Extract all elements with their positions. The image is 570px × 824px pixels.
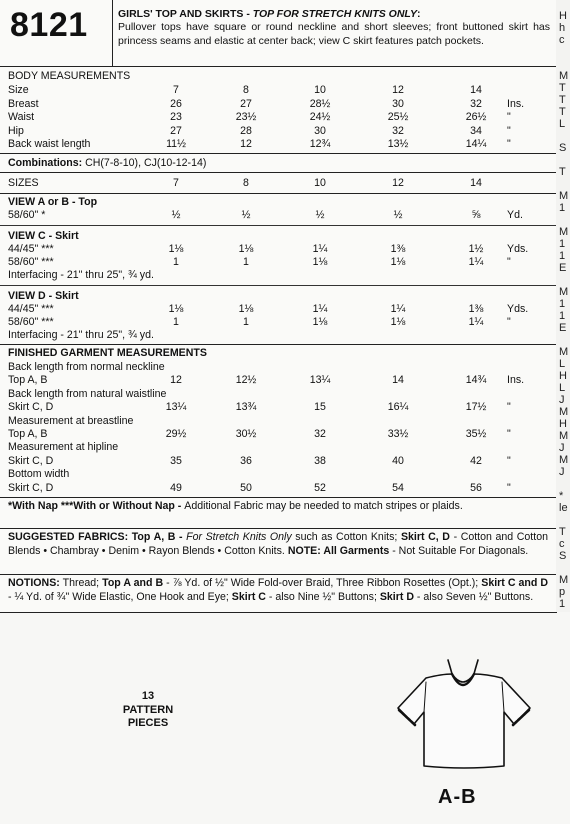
heading-label: BODY MEASUREMENTS [8, 70, 131, 82]
cell-value: 13¼ [165, 401, 187, 414]
adjacent-panel-strip [556, 0, 570, 612]
strip-glyph: H [559, 418, 567, 430]
notions-text: - also Seven ½" Buttons. [413, 590, 534, 603]
cell-value: 32 [470, 97, 482, 110]
title-text: GIRLS' TOP AND SKIRTS - [118, 8, 253, 20]
measurement-row [0, 125, 556, 138]
unit-label: " [507, 316, 511, 328]
cell-value: 25½ [387, 111, 409, 124]
strip-glyph: 1 [559, 298, 566, 310]
cell-value: 29½ [165, 428, 187, 440]
combinations-text: CH(7-8-10), CJ(10-12-14) [82, 157, 207, 169]
cell-value: 12¾ [309, 138, 331, 151]
row-label: Interfacing - 21" thru 25", ¾ yd. [8, 269, 154, 281]
cell-value: 1⅛ [390, 256, 406, 268]
cell-value: 16¼ [387, 401, 409, 414]
cell-value: ⅝ [471, 209, 481, 221]
strip-glyph: M [559, 70, 569, 82]
yardage-row [0, 303, 556, 316]
finished-row [0, 374, 556, 387]
cell-value: 13¼ [309, 374, 331, 387]
cell-value: ½ [241, 209, 251, 221]
cell-value: 13½ [387, 138, 409, 151]
view-heading [0, 230, 556, 243]
strip-glyph: M [559, 406, 569, 418]
measurement-row [0, 138, 556, 151]
cell-value: 1⅜ [390, 243, 406, 255]
view-heading [0, 196, 556, 209]
cell-value: 1⅜ [468, 303, 484, 315]
strip-glyph: E [559, 262, 567, 274]
cell-value: 56 [470, 481, 482, 494]
strip-glyph: J [559, 466, 565, 478]
combinations-row [0, 157, 556, 170]
strip-glyph: T [559, 526, 566, 538]
unit-label: Yds. [507, 243, 529, 255]
body-measurements-heading [0, 70, 556, 83]
cell-value: 1⅛ [312, 316, 328, 328]
cell-value: 14¾ [465, 374, 487, 387]
cell-value: 23 [170, 111, 182, 124]
row-label: Back waist length [8, 138, 91, 151]
strip-glyph: p [559, 586, 566, 598]
strip-glyph: M [559, 454, 569, 466]
combinations-label: Combinations: [8, 157, 83, 169]
strip-glyph: 1 [559, 598, 566, 610]
finished-row [0, 468, 556, 481]
cell-value: 30 [392, 97, 404, 110]
cell-value: ½ [315, 209, 325, 221]
notions-bold: Top A and B [102, 577, 164, 589]
sketch-label: A-B [438, 786, 477, 808]
notions-bold: Skirt C and D [481, 577, 548, 589]
cell-value: 52 [314, 481, 326, 494]
cell-value: 1 [243, 316, 249, 328]
row-label: Size [8, 84, 29, 96]
divider [0, 153, 556, 154]
unit-label: " [507, 124, 511, 137]
strip-glyph: S [559, 142, 567, 154]
row-label: Top A, B [8, 428, 48, 440]
divider [0, 193, 556, 194]
strip-glyph: T [559, 94, 566, 106]
cell-value: 13¾ [235, 401, 257, 414]
notions [8, 577, 548, 604]
row-label: 44/45" *** [8, 303, 54, 315]
strip-glyph: 1 [559, 250, 566, 262]
cell-value: 28 [240, 124, 252, 137]
strip-glyph: M [559, 430, 569, 442]
cell-value: 1¼ [468, 316, 484, 328]
cell-value: 33½ [387, 428, 409, 440]
unit-label: " [507, 401, 511, 414]
cell-value: 23½ [235, 111, 257, 124]
yardage-row [0, 316, 556, 329]
pattern-title [118, 8, 421, 20]
fabrics-bold: Skirt C, D [400, 531, 450, 543]
cell-value: 12½ [235, 374, 257, 387]
cell-value: 32 [314, 428, 326, 440]
finished-row [0, 401, 556, 414]
row-label: Waist [8, 111, 35, 124]
cell-value: 1 [243, 256, 249, 268]
finished-row [0, 441, 556, 454]
pattern-pieces-count [112, 690, 184, 731]
pattern-number-box [0, 0, 113, 67]
notions-text: - also Nine ½" Buttons; [265, 590, 380, 603]
row-label: Interfacing - 21" thru 25", ¾ yd. [8, 329, 154, 341]
strip-glyph: c [559, 34, 565, 46]
cell-value: 50 [240, 481, 252, 494]
row-label: Hip [8, 124, 24, 137]
size-value: 7 [173, 177, 179, 189]
sizes-label: SIZES [8, 177, 39, 189]
row-label: Skirt C, D [8, 401, 54, 414]
suggested-fabrics [8, 531, 548, 558]
cell-value: 12 [240, 138, 252, 151]
cell-value: 42 [470, 454, 482, 467]
finished-row [0, 388, 556, 401]
cell-value: 1⅛ [312, 256, 328, 268]
strip-glyph: * [559, 490, 564, 502]
view-heading [0, 290, 556, 303]
pieces-number: 13 [141, 690, 155, 702]
row-label: 44/45" *** [8, 243, 54, 255]
cell-value: 35 [170, 454, 182, 467]
strip-glyph: h [559, 22, 566, 34]
pieces-line1: PATTERN [122, 703, 174, 716]
strip-glyph: E [559, 322, 567, 334]
cell-value: ½ [393, 209, 403, 221]
cell-value: 1¼ [312, 303, 328, 315]
fabrics-text: - Not Suitable For Diagonals. [389, 544, 529, 557]
cell-value: 7 [173, 84, 179, 96]
sizes-row [0, 177, 556, 190]
cell-value: 36 [240, 454, 252, 467]
notions-text: - ¼ Yd. of ¾" Wide Elastic, One Hook and Eye; [8, 590, 232, 603]
cell-value: 54 [392, 481, 404, 494]
size-value: 10 [314, 177, 326, 189]
cell-value: ½ [171, 209, 181, 221]
row-label: 58/60" * [8, 209, 46, 221]
strip-glyph: M [559, 346, 569, 358]
divider [0, 66, 556, 67]
strip-glyph: L [559, 382, 566, 394]
view-heading-label: VIEW D - Skirt [8, 290, 79, 302]
divider [0, 574, 556, 575]
strip-glyph: L [559, 118, 566, 130]
cell-value: 14¼ [465, 138, 487, 151]
notions-bold: Skirt C [231, 590, 266, 603]
cell-value: 14 [392, 374, 404, 387]
cell-value: 26 [170, 97, 182, 110]
yardage-row [0, 256, 556, 269]
cell-value: 1⅛ [238, 243, 254, 255]
row-label: Skirt C, D [8, 481, 54, 494]
row-label: Skirt C, D [8, 454, 54, 467]
finished-row [0, 361, 556, 374]
fabrics-italic: For Stretch Knits Only [186, 531, 292, 543]
notions-text: - ⅞ Yd. of ½" Wide Fold-over Braid, Three Ribbon Rosettes (Opt.); [163, 577, 482, 589]
divider [0, 344, 556, 345]
cell-value: 30 [314, 124, 326, 137]
cell-value: 28½ [309, 97, 331, 110]
size-value: 12 [392, 177, 404, 189]
unit-label: " [507, 454, 511, 467]
finished-row [0, 428, 556, 441]
nap-note-bold: *With Nap ***With or Without Nap - [8, 500, 185, 512]
measurement-row [0, 111, 556, 124]
cell-value: 26½ [465, 111, 487, 124]
measurement-row [0, 84, 556, 97]
cell-value: 1¼ [468, 256, 484, 268]
strip-glyph: H [559, 370, 567, 382]
cell-value: 1⅛ [168, 243, 184, 255]
fabrics-bold: NOTE: All Garments [287, 544, 390, 557]
strip-glyph: M [559, 226, 569, 238]
notions-bold: Skirt D [379, 590, 414, 603]
cell-value: 24½ [309, 111, 331, 124]
unit-label: " [507, 256, 511, 268]
strip-glyph: H [559, 10, 567, 22]
strip-glyph: 1 [559, 238, 566, 250]
row-label: Measurement at breastline [8, 414, 134, 427]
cell-value: 8 [243, 84, 249, 96]
nap-note [8, 500, 548, 514]
unit-label: " [507, 138, 511, 151]
cell-value: 30½ [235, 428, 257, 440]
size-value: 8 [243, 177, 249, 189]
view-heading-label: VIEW C - Skirt [8, 230, 79, 242]
strip-glyph: le [559, 502, 568, 514]
strip-glyph: c [559, 538, 565, 550]
finished-row [0, 482, 556, 495]
row-label: Back length from natural waistline [8, 387, 167, 400]
yardage-row [0, 209, 556, 222]
strip-glyph: L [559, 358, 566, 370]
row-label: 58/60" *** [8, 316, 54, 328]
notions-label: NOTIONS: [8, 577, 60, 589]
cell-value: 11½ [166, 138, 186, 151]
notions-text: Thread; [59, 577, 103, 589]
strip-glyph: 1 [559, 310, 566, 322]
cell-value: 1¼ [312, 243, 328, 255]
row-label: 58/60" *** [8, 256, 54, 268]
cell-value: 1⅛ [390, 316, 406, 328]
strip-glyph: J [559, 442, 565, 454]
divider [0, 285, 556, 286]
cell-value: 34 [470, 124, 482, 137]
unit-label: Ins. [507, 374, 525, 387]
nap-note-text: Additional Fabric may be needed to match stripes or plaids. [184, 500, 463, 512]
divider [0, 225, 556, 226]
cell-value: 1½ [468, 243, 484, 255]
cell-value: 15 [314, 401, 326, 414]
unit-label: " [507, 428, 511, 440]
fabrics-label: SUGGESTED FABRICS: Top A, B - [8, 531, 187, 543]
finished-row [0, 455, 556, 468]
cell-value: 12 [170, 374, 182, 387]
cell-value: 1¼ [390, 303, 406, 315]
cell-value: 32 [392, 124, 404, 137]
row-label: Back length from normal neckline [8, 361, 165, 373]
cell-value: 27 [170, 124, 182, 137]
view-heading-label: VIEW A or B - Top [8, 196, 98, 208]
title-italic: TOP FOR STRETCH KNITS ONLY [252, 8, 418, 20]
title-tail: : [417, 8, 421, 20]
size-value: 14 [470, 177, 482, 189]
unit-label: Yds. [507, 303, 529, 315]
strip-glyph: J [559, 394, 565, 406]
cell-value: 1 [173, 316, 179, 328]
cell-value: 1⅛ [168, 303, 184, 315]
cell-value: 12 [392, 84, 404, 96]
cell-value: 1 [173, 256, 179, 268]
heading-label: FINISHED GARMENT MEASUREMENTS [8, 347, 207, 359]
cell-value: 27 [240, 97, 252, 110]
finished-measurements-heading [0, 347, 556, 360]
finished-row [0, 415, 556, 428]
top-sketch [382, 652, 546, 776]
fabrics-text: such as Cotton Knits; [291, 531, 401, 543]
strip-glyph: T [559, 82, 566, 94]
cell-value: 49 [170, 481, 182, 494]
row-label: Breast [8, 97, 39, 110]
strip-glyph: M [559, 574, 569, 586]
yardage-row [0, 329, 556, 342]
cell-value: 35½ [465, 428, 487, 440]
cell-value: 1⅛ [238, 303, 254, 315]
yardage-row [0, 243, 556, 256]
row-label: Measurement at hipline [8, 441, 119, 454]
strip-glyph: 1 [559, 202, 566, 214]
divider [0, 497, 556, 498]
strip-glyph: S [559, 550, 567, 562]
yardage-row [0, 269, 556, 282]
measurement-row [0, 98, 556, 111]
row-label: Top A, B [8, 374, 48, 387]
cell-value: 14 [470, 84, 482, 96]
fabrics-text: - Cotton and Cotton Blends • Chambray • Denim • Rayon Blends • Cotton Knits. [8, 531, 548, 557]
cell-value: 38 [314, 454, 326, 467]
cell-value: 10 [314, 84, 326, 96]
cell-value: 40 [392, 454, 404, 467]
unit-label: Ins. [507, 97, 525, 110]
strip-glyph: T [559, 106, 566, 118]
strip-glyph: T [559, 166, 566, 178]
unit-label: Yd. [507, 209, 523, 221]
pieces-line2: PIECES [127, 717, 169, 729]
divider [0, 528, 556, 529]
strip-glyph: M [559, 286, 569, 298]
strip-glyph: M [559, 190, 569, 202]
unit-label: " [507, 481, 511, 494]
pattern-number: 8121 [10, 6, 88, 44]
divider [0, 172, 556, 173]
pattern-description: Pullover tops have square or round neckline and short sleeves; front buttoned skirt has princess seams and elastic at center back; view C skirt features patch pockets. [118, 21, 550, 47]
cell-value: 17½ [465, 401, 487, 414]
unit-label: " [507, 111, 511, 124]
row-label: Bottom width [8, 468, 70, 481]
